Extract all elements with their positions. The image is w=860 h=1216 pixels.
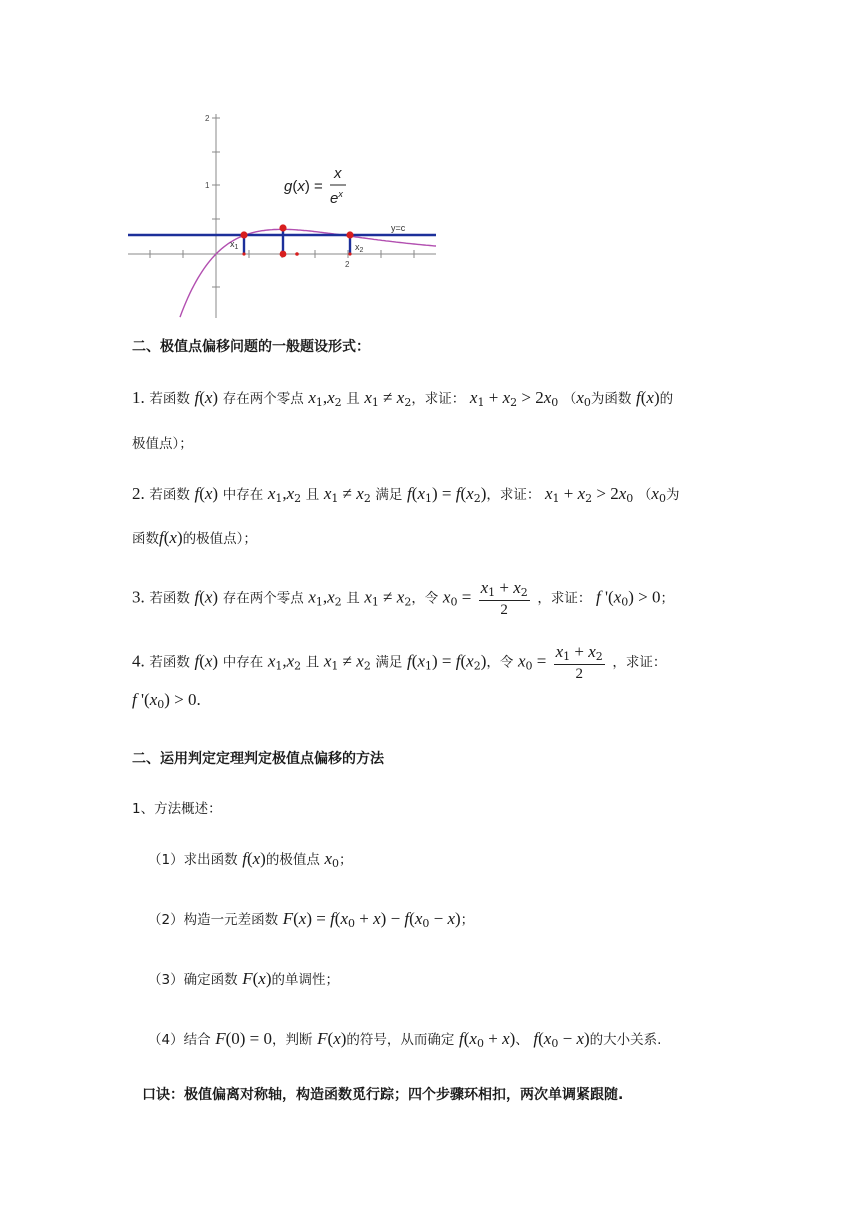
y-tick-2: 2 <box>205 114 210 123</box>
x2-label: $x_2$ <box>355 242 364 254</box>
x-tick-2: 2 <box>345 260 350 269</box>
mnemonic: 口诀：极值偏离对称轴，构造函数觅行踪；四个步骤环相扣，两次单调紧跟随. <box>142 1087 624 1103</box>
max-point <box>279 224 286 231</box>
step-4: （4）结合 F(0) = 0，判断 F(x)的符号，从而确定 $f(x_0 + x)$、 $f(x_0 - x)$的大小关系. <box>148 1029 662 1050</box>
svg-text:g(x) =: g(x) = <box>284 178 323 195</box>
g-formula <box>284 165 346 207</box>
item-4-line-1: 4. 若函数 f(x) 中存在 $x_1,x_2$ 且 $x_1 \ne x_2$ 满足 $f(x_1) = f(x_2)$，令 $x_0$ = $\frac{x_1 + x_2}{2}$ ，求证： <box>132 642 667 682</box>
step-1: （1）求出函数 f(x)的极值点 $x_0$； <box>148 849 353 870</box>
midpoint-fraction-2: $\frac{x_1 + x_2}{2}$ <box>555 642 603 682</box>
step-3: （3）确定函数 F(x)的单调性； <box>148 969 339 988</box>
x2-point <box>346 231 353 238</box>
item-2-number: 2. <box>132 484 145 503</box>
item-4-number: 4. <box>132 651 145 671</box>
item-2-line-2: 函数f(x)的极值点）； <box>132 528 257 547</box>
x2-foot-dot <box>348 252 351 255</box>
section2-heading: 二、运用判定定理判定极值点偏移的方法 <box>132 751 384 767</box>
y-equals-c-label: y=c <box>391 223 406 233</box>
x1-label: $x_1$ <box>230 239 239 251</box>
section1-heading: 二、极值点偏移问题的一般题设形式： <box>132 339 370 355</box>
extremum-foot-point <box>280 251 287 258</box>
midpoint-dot <box>295 252 299 256</box>
item-1-line-2: 极值点）； <box>132 436 193 452</box>
x1-foot-dot <box>242 252 245 255</box>
item-1-number: 1. <box>132 388 145 407</box>
svg-text:x: x <box>334 165 342 182</box>
function-graph <box>128 106 438 320</box>
g-curve <box>180 229 436 317</box>
item-3-line: 3. 若函数 f(x) 存在两个零点 $x_1,x_2$ 且 $x_1 \ne x_2$，令 $x_0$ = $\frac{x_1 + x_2}{2}$ ，求证： f '$(x_0) > 0$； <box>132 578 674 618</box>
item-2-line-1: 2. 若函数 f(x) 中存在 $x_1,x_2$ 且 $x_1 \ne x_2$ 满足 $f(x_1) = f(x_2)$，求证： $x_1 + x_2 > 2x_0$ （$x_0$为 <box>132 484 680 505</box>
item-4-line-2: f '$(x_0) > 0$. <box>132 690 201 711</box>
x1-point <box>240 231 247 238</box>
midpoint-fraction: $\frac{x_1 + x_2}{2}$ <box>480 578 528 618</box>
y-tick-1: 1 <box>205 181 210 190</box>
item-3-number: 3. <box>132 587 145 607</box>
step-2: （2）构造一元差函数 $F(x) = f(x_0 + x) - f(x_0 - x)$； <box>148 909 475 930</box>
graph-svg <box>128 106 438 320</box>
svg-text:ex: $e^x$ <box>330 189 343 207</box>
section2-subheading: 1、方法概述： <box>132 801 222 817</box>
item-1-line-1: 1. 若函数 f(x) 存在两个零点 $x_1,x_2$ 且 $x_1 \ne x_2$，求证： $x_1 + x_2 > 2x_0$ （$x_0$为函数 f(x)的 <box>132 388 674 409</box>
